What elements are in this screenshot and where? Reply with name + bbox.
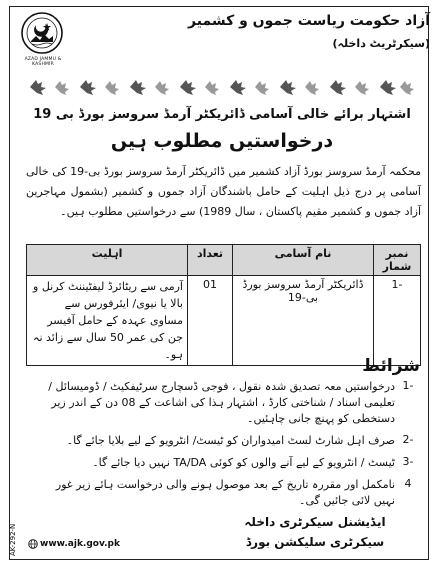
- list-item: [26, 379, 421, 427]
- list-item: [26, 433, 421, 449]
- globe-icon: [28, 539, 38, 549]
- condition-number: -1: [402, 379, 414, 392]
- header-post: نام آسامی: [233, 245, 374, 276]
- cell-quantity: 01: [188, 276, 233, 366]
- vacancy-table: [26, 244, 421, 366]
- ajk-emblem-logo: [20, 11, 64, 55]
- cell-serial: -1: [374, 276, 421, 366]
- decorative-leaf-border: [20, 77, 420, 97]
- header-eligibility: اہلیت: [27, 245, 188, 276]
- government-title: آزاد حکومت ریاست جموں و کشمیر: [188, 13, 430, 29]
- cell-eligibility: آرمی سے ریٹائرڈ لیفٹیننٹ کرنل و بالا یا نیوی/ ایئرفورس سے مساوی عہدہ کے حامل آفیسر جن کی عمر 50 سال سے زائد نہ ہو۔: [27, 276, 188, 366]
- advertisement: [9, 6, 429, 560]
- condition-text: نامکمل اور مقررہ تاریخ کے بعد موصول ہونے والی درخواست ہائے زیر غور نہیں لائی جائیں گی۔: [55, 478, 395, 507]
- cell-post: ڈائریکٹر آرمڈ سروسز بورڈ بی-19: [233, 276, 374, 366]
- applications-wanted-heading: درخواستیں مطلوب ہیں: [110, 130, 334, 152]
- condition-text: صرف اہل شارٹ لسٹ امیدواران کو ٹیسٹ/ انٹرویو کے لیے بلایا جائے گا۔: [66, 434, 395, 447]
- website-link[interactable]: www.ajk.gov.pk: [40, 539, 120, 549]
- table-row: [27, 276, 421, 366]
- ad-reference-code: AK-292-N: [9, 523, 17, 556]
- condition-text: ٹیسٹ / انٹرویو کے لیے آنے والوں کو کوئی TA/DA نہیں دیا جائے گا۔: [92, 456, 395, 469]
- table-header-row: [27, 245, 421, 276]
- advert-title: اشتہار برائے خالی آسامی ڈائریکٹر آرمڈ سروسز بورڈ بی 19: [33, 107, 411, 122]
- conditions-heading: شرائط: [362, 356, 420, 376]
- signature-additional-secretary: ایڈیشنل سیکرٹری داخلہ: [244, 515, 386, 529]
- condition-text: درخواستیں معہ تصدیق شدہ نقول ، فوجی ڈسچارج سرٹیفکیٹ / ڈومیسائل / تعلیمی اسناد / شناختی کارڈ ، اشتہار ہذا کی اشاعت کے 08 دن کے اندر زیر دستخطی کو پہنچ جانی چاہئیں۔: [48, 380, 395, 425]
- header-serial: نمبر شمار: [374, 245, 421, 276]
- intro-paragraph: محکمہ آرمڈ سروسز بورڈ آزاد کشمیر میں ڈائریکٹر آرمڈ سروسز بورڈ بی-19 کی خالی آسامی پر درج ذیل اہلیت کے حامل باشندگان آزاد جموں و کشمیر (بشمول مہاجرین آزاد جموں و کشمیر مقیم پاکستان ، سال 1989) سے درخواستیں مطلوب ہیں۔: [26, 165, 421, 218]
- header-quantity: تعداد: [188, 245, 233, 276]
- list-item: [26, 455, 421, 471]
- list-item: [26, 477, 421, 509]
- logo-caption: AZAD JAMMU & KASHMIR: [24, 57, 62, 67]
- signature-selection-board: سیکرٹری سلیکشن بورڈ: [245, 535, 385, 549]
- condition-number: -3: [402, 455, 414, 468]
- condition-number: 4: [404, 477, 412, 490]
- secretariat-title: (سیکرٹریٹ داخلہ): [332, 37, 430, 50]
- condition-number: -2: [402, 433, 414, 446]
- conditions-list: [26, 379, 421, 515]
